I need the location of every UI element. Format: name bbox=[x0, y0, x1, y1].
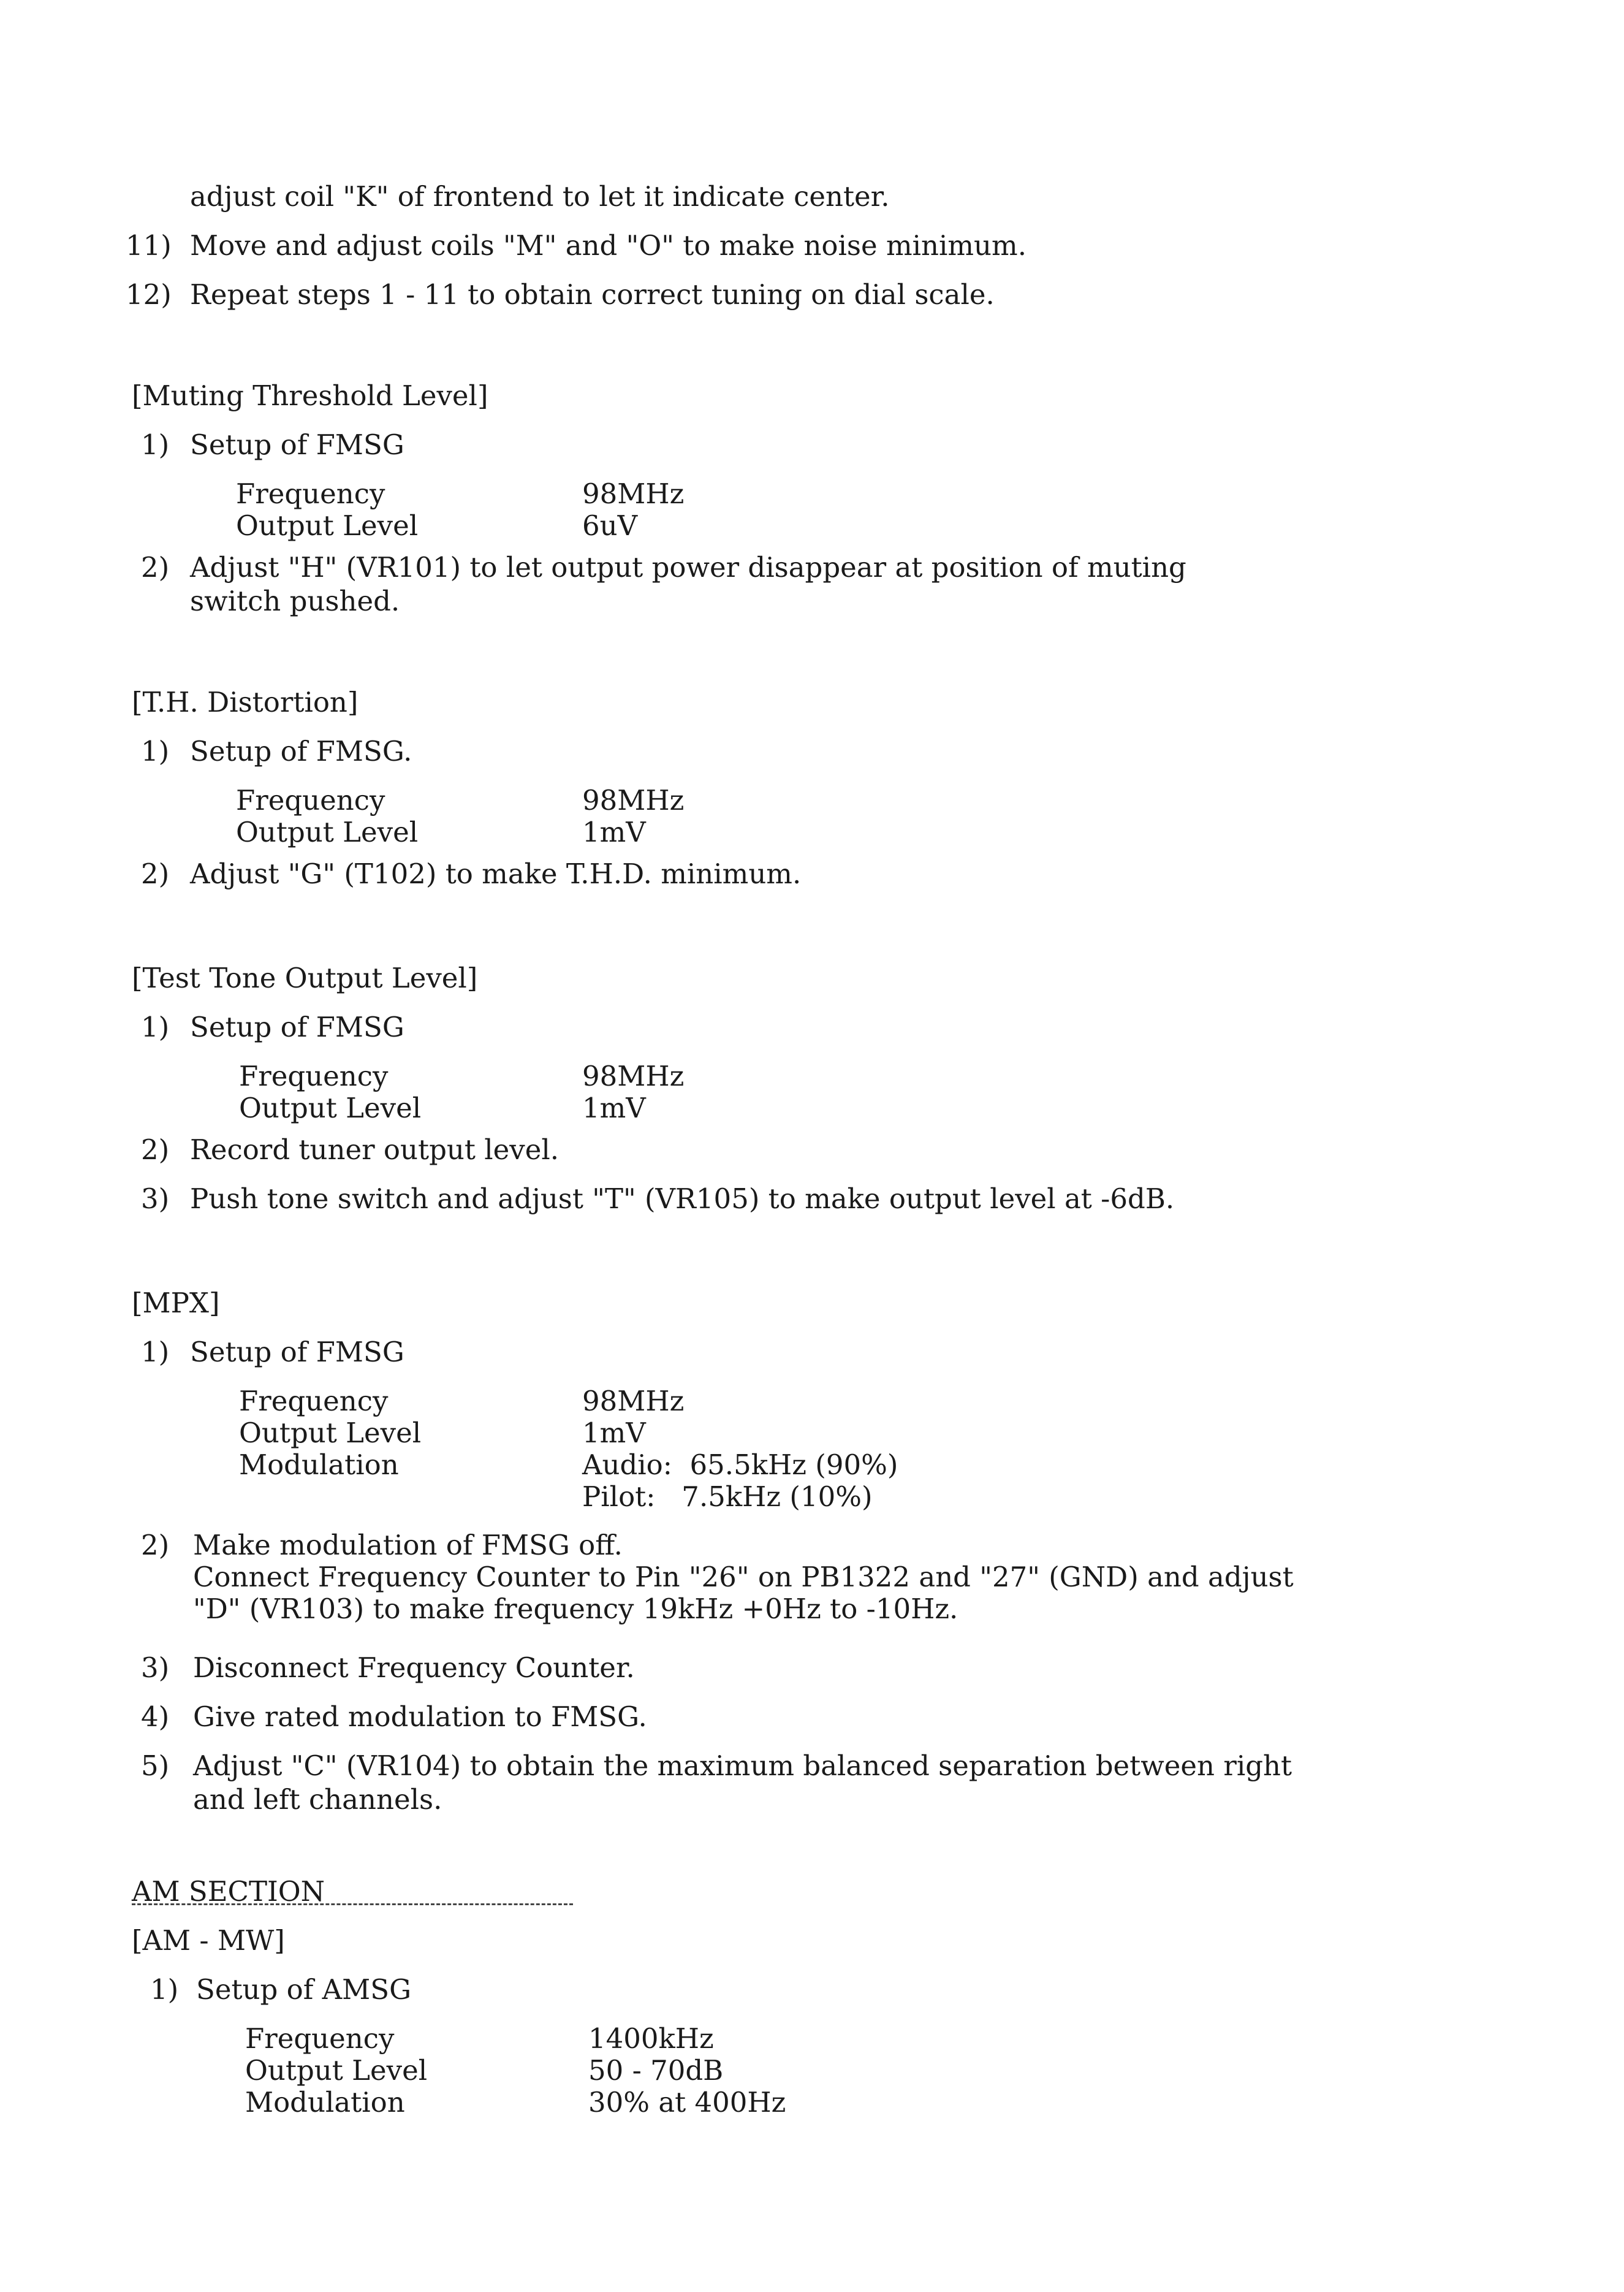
table-row: Output Level 1mV bbox=[236, 816, 646, 848]
section-heading: [T.H. Distortion] bbox=[132, 686, 359, 718]
step-number: 1) bbox=[150, 1973, 179, 2006]
step-text: Move and adjust coils "M" and "O" to make noise minimum. bbox=[190, 229, 1027, 262]
step-text: Repeat steps 1 - 11 to obtain correct tuning on dial scale. bbox=[190, 278, 995, 311]
table-row: Frequency 1400kHz bbox=[245, 2022, 714, 2055]
step-number: 1) bbox=[141, 735, 170, 767]
table-row: Output Level 6uV bbox=[236, 509, 638, 542]
step-text: Record tuner output level. bbox=[190, 1133, 560, 1166]
step-text: Adjust "G" (T102) to make T.H.D. minimum. bbox=[190, 858, 802, 890]
step-number: 2) bbox=[141, 551, 170, 584]
section-heading: [Test Tone Output Level] bbox=[132, 962, 478, 994]
step-text: switch pushed. bbox=[190, 585, 400, 617]
step-text: Give rated modulation to FMSG. bbox=[193, 1700, 647, 1733]
step-text: Setup of FMSG bbox=[190, 428, 404, 461]
step-number: 11) bbox=[126, 229, 172, 262]
step-text: Setup of AMSG bbox=[196, 1973, 412, 2006]
step-number: 3) bbox=[141, 1651, 170, 1684]
step-number: 1) bbox=[141, 1011, 170, 1043]
settings-table bbox=[245, 2023, 858, 2119]
table-row: Modulation Audio: 65.5kHz (90%) bbox=[239, 1449, 898, 1481]
table-row: Frequency 98MHz bbox=[236, 478, 685, 510]
step-text: Disconnect Frequency Counter. bbox=[193, 1651, 635, 1684]
table-row: Frequency 98MHz bbox=[239, 1385, 685, 1417]
step-text: and left channels. bbox=[193, 1783, 442, 1816]
section-heading: [Muting Threshold Level] bbox=[132, 379, 488, 412]
step-text: Adjust "H" (VR101) to let output power disappear at position of muting bbox=[190, 551, 1186, 584]
step-number: 1) bbox=[141, 1336, 170, 1368]
table-row: Output Level 1mV bbox=[239, 1092, 646, 1124]
step-text: "D" (VR103) to make frequency 19kHz +0Hz to -10Hz. bbox=[193, 1593, 958, 1625]
step-number: 3) bbox=[141, 1182, 170, 1215]
step-number: 4) bbox=[141, 1700, 170, 1733]
step-text: Adjust "C" (VR104) to obtain the maximum balanced separation between right bbox=[193, 1749, 1292, 1782]
step-text: Setup of FMSG. bbox=[190, 735, 412, 767]
section-underline bbox=[132, 1903, 573, 1905]
table-row: Frequency 98MHz bbox=[236, 784, 685, 817]
step-number: 5) bbox=[141, 1749, 170, 1782]
table-row: Output Level 50 - 70dB bbox=[245, 2054, 724, 2087]
step-number: 1) bbox=[141, 428, 170, 461]
step-text: Setup of FMSG bbox=[190, 1336, 404, 1368]
settings-table bbox=[239, 1060, 791, 1124]
settings-table bbox=[236, 785, 787, 848]
step-number: 12) bbox=[126, 278, 172, 311]
section-heading: [AM - MW] bbox=[132, 1924, 285, 1957]
table-row: Output Level 1mV bbox=[239, 1417, 646, 1449]
table-row: Pilot: 7.5kHz (10%) bbox=[582, 1480, 873, 1513]
step-number: 2) bbox=[141, 1133, 170, 1166]
intro-line: adjust coil "K" of frontend to let it indicate center. bbox=[190, 180, 890, 213]
settings-table bbox=[239, 1385, 974, 1513]
table-row: Frequency 98MHz bbox=[239, 1060, 685, 1092]
step-number: 2) bbox=[141, 858, 170, 890]
step-text: Make modulation of FMSG off. bbox=[193, 1529, 623, 1561]
step-text: Connect Frequency Counter to Pin "26" on PB1322 and "27" (GND) and adjust bbox=[193, 1561, 1294, 1593]
table-row: Modulation 30% at 400Hz bbox=[245, 2086, 786, 2119]
section-title: AM SECTION bbox=[132, 1875, 325, 1908]
step-text: Push tone switch and adjust "T" (VR105) to make output level at -6dB. bbox=[190, 1182, 1175, 1215]
step-number: 2) bbox=[141, 1529, 170, 1561]
section-heading: [MPX] bbox=[132, 1287, 220, 1319]
step-text: Setup of FMSG bbox=[190, 1011, 404, 1043]
settings-table bbox=[236, 478, 787, 542]
